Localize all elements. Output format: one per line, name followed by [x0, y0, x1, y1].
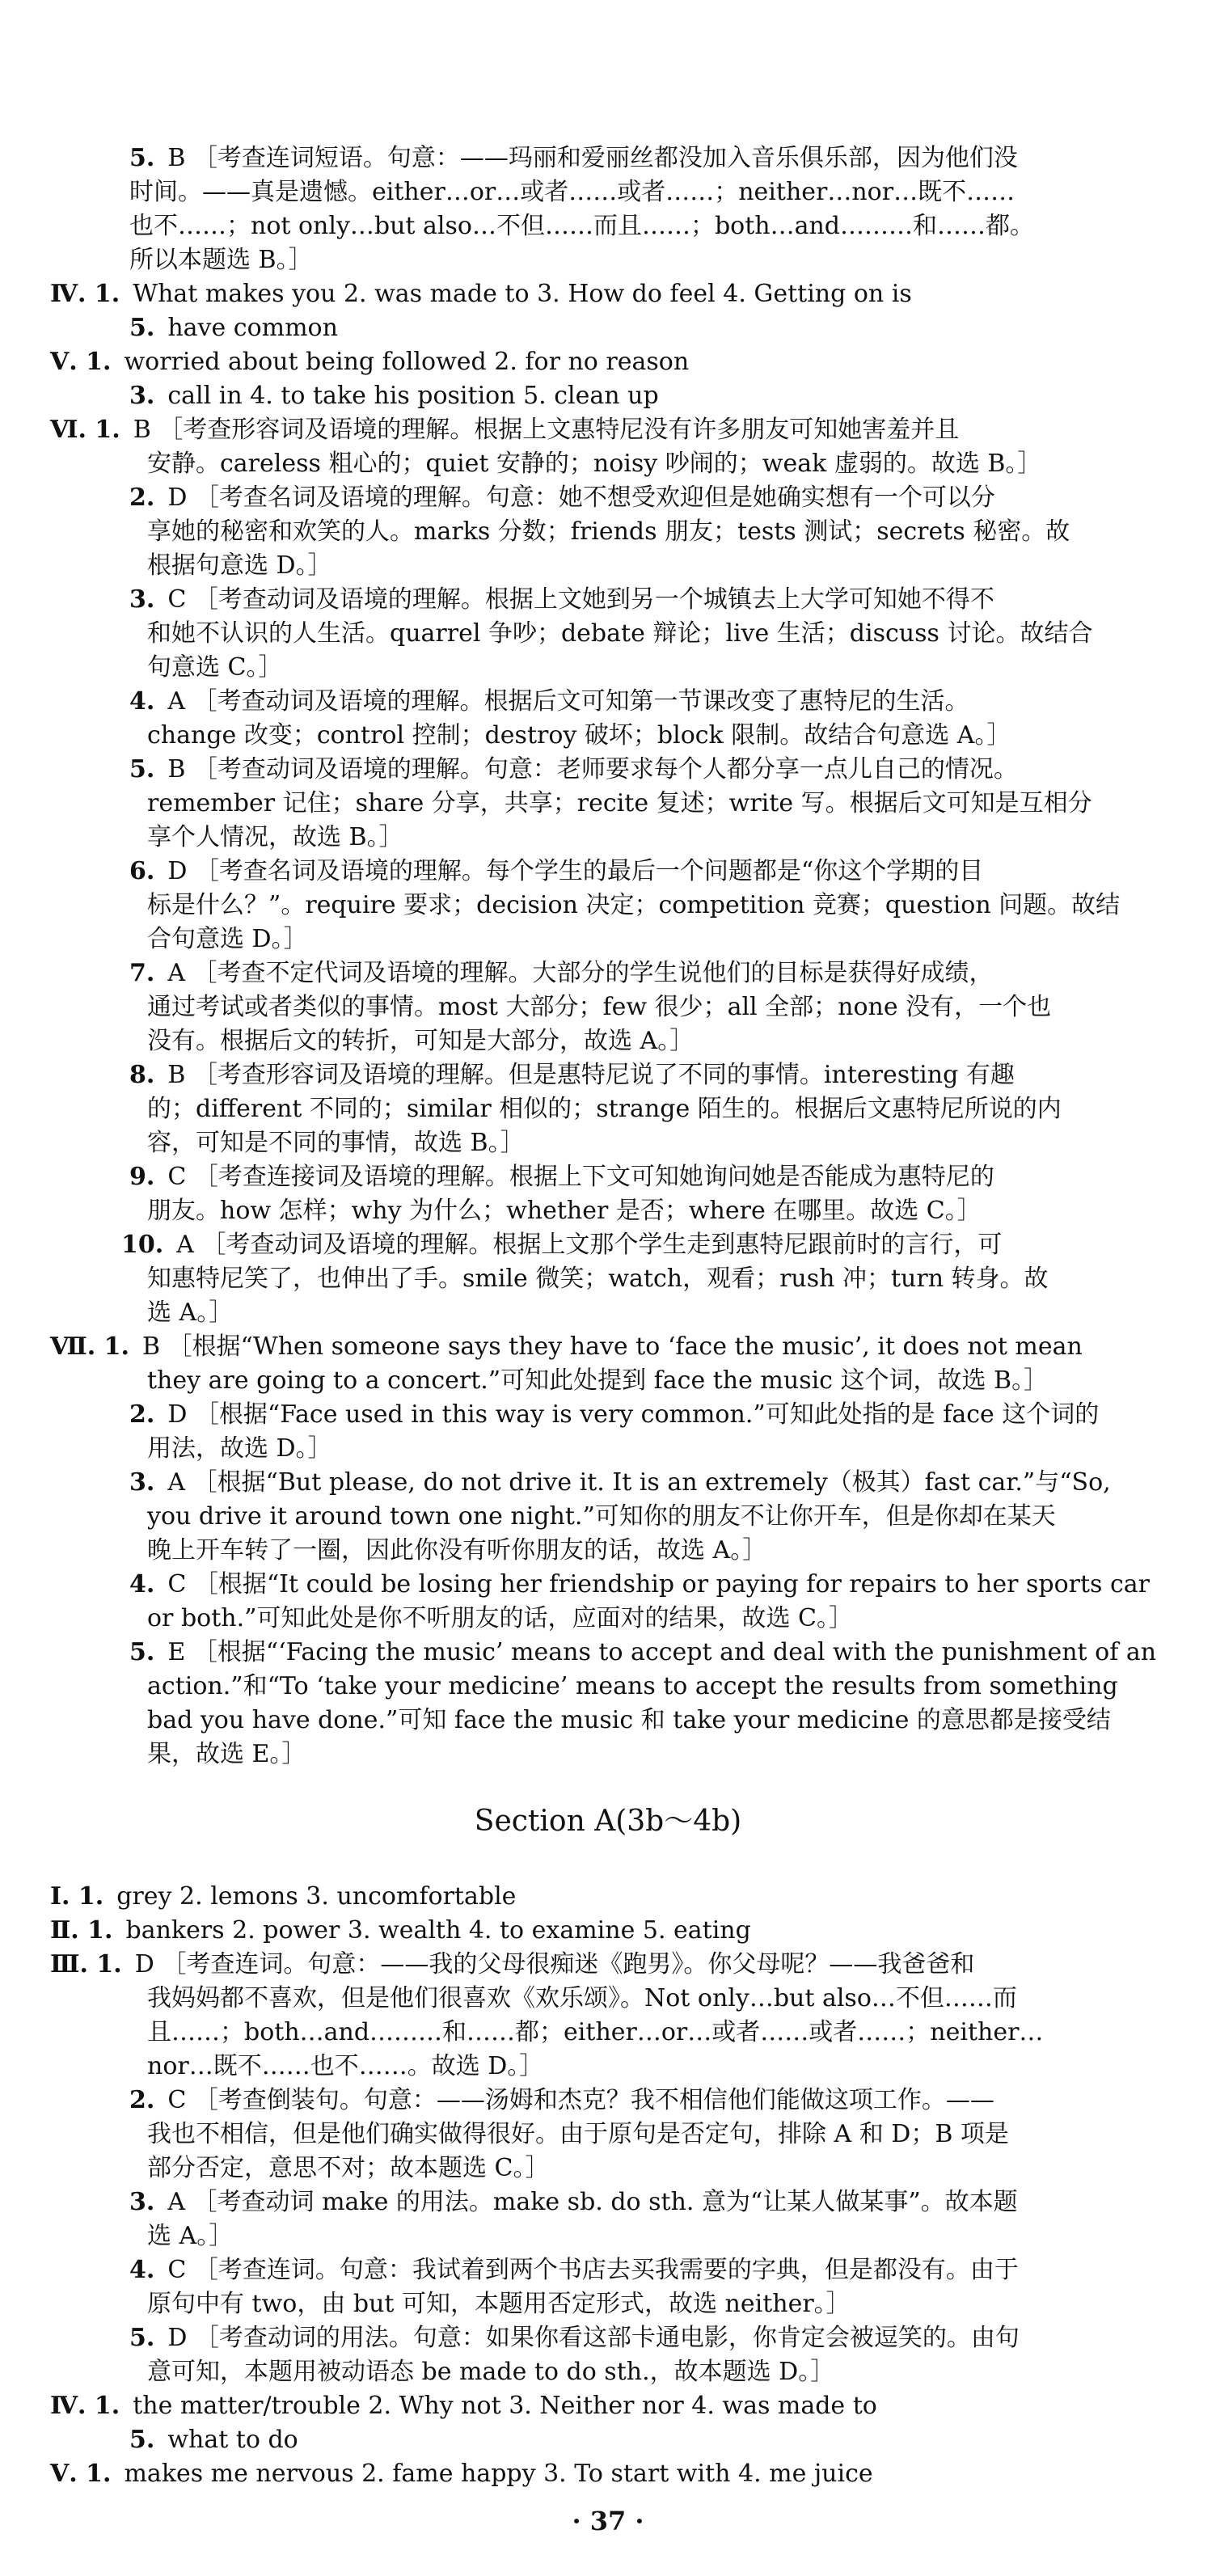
answer-text: C ［根据“It could be losing her friendship or paying for repairs to her sports car — [167, 1570, 1150, 1598]
answer-text: grey 2. lemons 3. uncomfortable — [116, 1882, 517, 1911]
answer-text: 且……；both…and………和……都；either…or…或者……或者……；neither… — [147, 2018, 1044, 2046]
item-number: 9. — [129, 1163, 155, 1191]
answer-line — [0, 312, 1216, 344]
item-number: 5. — [129, 2324, 155, 2352]
answer-line — [0, 2118, 1216, 2151]
answer-line — [0, 1603, 1216, 1635]
answer-line — [0, 855, 1216, 888]
item-number: 4. — [129, 2256, 155, 2284]
answer-line — [0, 2254, 1216, 2287]
item-number: 4. — [129, 1570, 155, 1598]
answer-text: C ［考查连接词及语境的理解。根据上下文可知她询问她是否能成为惠特尼的 — [167, 1163, 994, 1191]
item-number: Ⅴ. 1. — [50, 348, 112, 376]
answer-text: E ［根据“‘Facing the music’ means to accept and deal with the punishment of an — [167, 1638, 1157, 1666]
answer-line — [0, 2152, 1216, 2185]
answer-line — [0, 1467, 1216, 1499]
item-number: Ⅲ. 1. — [50, 1950, 122, 1978]
answer-line — [0, 788, 1216, 820]
item-number: 3. — [129, 1468, 155, 1497]
answer-text: have common — [167, 314, 338, 342]
answer-text: the matter/trouble 2. Why not 3. Neither nor 4. was made to — [133, 2392, 877, 2420]
answer-line — [0, 2220, 1216, 2253]
answer-line — [0, 2322, 1216, 2354]
answer-text: 知惠特尼笑了，也伸出了手。smile 微笑；watch，观看；rush 冲；turn 转身。故 — [147, 1265, 1049, 1293]
item-number: 5. — [129, 314, 155, 342]
answer-line — [0, 1093, 1216, 1125]
answer-text: 合句意选 D。］ — [147, 925, 308, 953]
answer-text: nor…既不……也不……。故选 D。］ — [147, 2052, 544, 2080]
answer-line — [0, 244, 1216, 277]
item-number: 5. — [129, 1638, 155, 1666]
answer-text: call in 4. to take his position 5. clean up — [167, 382, 659, 410]
answer-line — [0, 210, 1216, 243]
item-number: Ⅱ. 1. — [50, 1916, 113, 1945]
answer-line — [0, 1059, 1216, 1092]
answer-line — [0, 2458, 1216, 2490]
answer-text: 通过考试或者类似的事情。most 大部分；few 很少；all 全部；none 没有，一个也 — [147, 993, 1052, 1021]
answer-text: 句意选 C。］ — [147, 653, 283, 682]
answer-text: 也不……；not only…but also…不但……而且……；both…and………和……都。 — [129, 212, 1035, 240]
answer-line — [0, 482, 1216, 514]
answer-line — [0, 278, 1216, 310]
answer-line — [0, 1535, 1216, 1567]
answer-text: B ［考查形容词及语境的理解。但是惠特尼说了不同的事情。interesting 有趣 — [167, 1061, 1015, 1089]
item-number: 5. — [129, 2426, 155, 2454]
answer-text: C ［考查连词。句意：我试着到两个书店去买我需要的字典，但是都没有。由于 — [167, 2256, 1019, 2284]
item-number: Ⅳ. 1. — [50, 280, 120, 308]
answer-text: bad you have done.”可知 face the music 和 take your medicine 的意思都是接受结 — [147, 1706, 1111, 1734]
answer-text: B ［考查动词及语境的理解。句意：老师要求每个人都分享一点儿自己的情况。 — [167, 755, 1018, 783]
answer-text: A ［考查动词 make 的用法。make sb. do sth. 意为“让某人做某事”。故本题 — [167, 2188, 1018, 2216]
answer-text: they are going to a concert.”可知此处提到 face the music 这个词，故选 B。］ — [147, 1366, 1049, 1395]
answer-line — [0, 550, 1216, 582]
answer-line — [0, 1229, 1216, 1261]
answer-text: B ［考查连词短语。句意：——玛丽和爱丽丝都没加入音乐俱乐部，因为他们没 — [167, 144, 1018, 172]
answer-line — [0, 414, 1216, 446]
answer-text: 意可知，本题用被动语态 be made to do sth.，故本题选 D。］ — [147, 2358, 835, 2386]
answer-line — [0, 1881, 1216, 1913]
answer-text: 原句中有 two，由 but 可知，本题用否定形式，故选 neither。］ — [147, 2290, 851, 2318]
section-title: Section A(3b～4b) — [474, 1805, 742, 1838]
answer-line — [0, 2390, 1216, 2422]
item-number: Ⅴ. 1. — [50, 2460, 112, 2488]
answer-text: action.”和“To ‘take your medicine’ means to accept the results from something — [147, 1672, 1118, 1700]
answer-line — [0, 2186, 1216, 2219]
answer-line — [0, 1161, 1216, 1193]
answer-line — [0, 720, 1216, 752]
answer-line — [0, 584, 1216, 616]
item-number: 2. — [129, 1400, 155, 1429]
answer-line — [0, 516, 1216, 548]
answer-line — [0, 1331, 1216, 1363]
answer-line — [0, 346, 1216, 378]
answer-line — [0, 2288, 1216, 2321]
answer-text: D ［根据“Face used in this way is very common.”可知此处指的是 face 这个词的 — [167, 1400, 1100, 1429]
answer-line — [0, 2016, 1216, 2049]
answer-text: B ［考查形容词及语境的理解。根据上文惠特尼没有许多朋友可知她害羞并且 — [133, 416, 960, 444]
answer-text: 时间。——真是遗憾。either…or…或者……或者……；neither…nor…既不…… — [129, 178, 1015, 206]
answer-text: C ［考查倒装句。句意：——汤姆和杰克？我不相信他们能做这项工作。—— — [167, 2086, 994, 2114]
answer-line — [0, 1670, 1216, 1703]
answer-text: 晚上开车转了一圈，因此你没有听你朋友的话，故选 A。］ — [147, 1536, 767, 1565]
answer-text: change 改变；control 控制；destroy 破坏；block 限制。故结合句意选 A。］ — [147, 721, 1011, 750]
answer-text: What makes you 2. was made to 3. How do feel 4. Getting on is — [133, 280, 912, 308]
answer-line — [0, 754, 1216, 786]
answer-line — [0, 2050, 1216, 2083]
answer-text: you drive it around town one night.”可知你的朋友不让你开车，但是你却在某天 — [147, 1502, 1056, 1531]
answer-text: makes me nervous 2. fame happy 3. To start with 4. me juice — [124, 2460, 873, 2488]
answer-text: C ［考查动词及语境的理解。根据上文她到另一个城镇去上大学可知她不得不 — [167, 585, 994, 614]
item-number: 3. — [129, 585, 155, 614]
answer-text: 选 A。］ — [147, 1299, 234, 1327]
answer-text: A ［考查不定代词及语境的理解。大部分的学生说他们的目标是获得好成绩， — [167, 959, 994, 987]
item-number: 7. — [129, 959, 155, 987]
answer-line — [0, 142, 1216, 175]
answer-text: D ［考查动词的用法。句意：如果你看这部卡通电影，你肯定会被逗笑的。由句 — [167, 2324, 1020, 2352]
answer-line — [0, 1738, 1216, 1771]
answer-line — [0, 448, 1216, 480]
answer-text: or both.”可知此处是你不听朋友的话，应面对的结果，故选 C。］ — [147, 1604, 853, 1632]
answer-text: 我妈妈都不喜欢，但是他们很喜欢《欢乐颂》。Not only…but also…不但……而 — [147, 1984, 1017, 2012]
answer-line — [0, 1704, 1216, 1737]
answer-text: 安静。careless 粗心的；quiet 安静的；noisy 吵闹的；weak 虚弱的。故选 B。］ — [147, 450, 1042, 478]
answer-line — [0, 1915, 1216, 1947]
answer-text: 容，可知是不同的事情，故选 B。］ — [147, 1129, 525, 1157]
item-number: 5. — [129, 755, 155, 783]
item-number: Ⅳ. 1. — [50, 2392, 120, 2420]
answer-line — [0, 1501, 1216, 1533]
answer-line — [0, 923, 1216, 956]
answer-line — [0, 1263, 1216, 1295]
answer-text: 享个人情况，故选 B。］ — [147, 823, 403, 851]
answer-text: 我也不相信，但是他们确实做得很好。由于原句是否定句，排除 A 和 D；B 项是 — [147, 2120, 1009, 2148]
answer-line — [0, 2356, 1216, 2388]
answer-line — [0, 1983, 1216, 2015]
answer-line — [0, 1949, 1216, 1981]
item-number: 6. — [129, 857, 155, 885]
answer-line — [0, 889, 1216, 922]
answer-text: D ［考查名词及语境的理解。每个学生的最后一个问题都是“你这个学期的目 — [167, 857, 984, 885]
page-number: · 37 · — [572, 2506, 644, 2536]
answer-line — [0, 1433, 1216, 1465]
item-number: 3. — [129, 2188, 155, 2216]
item-number: Ⅰ. 1. — [50, 1882, 104, 1911]
answer-text: 朋友。how 怎样；why 为什么；whether 是否；where 在哪里。故选 C。］ — [147, 1197, 982, 1225]
answer-text: 的；different 不同的；similar 相似的；strange 陌生的。根据后文惠特尼所说的内 — [147, 1095, 1062, 1123]
answer-line — [0, 652, 1216, 684]
answer-text: A ［考查动词及语境的理解。根据上文那个学生走到惠特尼跟前时的言行，可 — [176, 1231, 1003, 1259]
answer-line — [0, 1399, 1216, 1431]
answer-text: 所以本题选 B。］ — [129, 246, 313, 274]
answer-text: 部分否定，意思不对；故本题选 C。］ — [147, 2154, 550, 2182]
answer-line — [0, 176, 1216, 209]
item-number: 10. — [121, 1231, 164, 1259]
item-number: 2. — [129, 484, 155, 512]
answer-text: A ［考查动词及语境的理解。根据后文可知第一节课改变了惠特尼的生活。 — [167, 687, 969, 716]
answer-text: 选 A。］ — [147, 2222, 234, 2250]
answer-line — [0, 1127, 1216, 1159]
answer-text: 果，故选 E。］ — [147, 1740, 306, 1768]
item-number: 3. — [129, 382, 155, 410]
answer-text: A ［根据“But please, do not drive it. It is an extremely（极其）fast car.”与“So, — [167, 1468, 1111, 1497]
answer-line — [0, 1025, 1216, 1058]
answer-line — [0, 1569, 1216, 1601]
answer-line — [0, 380, 1216, 412]
item-number: 2. — [129, 2086, 155, 2114]
item-number: 5. — [129, 144, 155, 172]
answer-line — [0, 991, 1216, 1024]
answer-text: bankers 2. power 3. wealth 4. to examine 5. eating — [125, 1916, 751, 1945]
answer-line — [0, 821, 1216, 854]
answer-text: D ［考查连词。句意：——我的父母很痴迷《跑男》。你父母呢？——我爸爸和 — [134, 1950, 975, 1978]
item-number: Ⅵ. 1. — [50, 416, 120, 444]
answer-text: 享她的秘密和欢笑的人。marks 分数；friends 朋友；tests 测试；secrets 秘密。故 — [147, 517, 1070, 546]
answer-text: 和她不认识的人生活。quarrel 争吵；debate 辩论；live 生活；discuss 讨论。故结合 — [147, 619, 1093, 648]
answer-line — [0, 1297, 1216, 1329]
answer-line — [0, 957, 1216, 990]
answer-text: remember 记住；share 分享，共享；recite 复述；write 写。根据后文可知是互相分 — [147, 789, 1092, 817]
answer-text: what to do — [167, 2426, 298, 2454]
item-number: 4. — [129, 687, 155, 716]
answer-line — [0, 1365, 1216, 1397]
answer-line — [0, 618, 1216, 650]
answer-line — [0, 686, 1216, 718]
item-number: 8. — [129, 1061, 155, 1089]
answer-text: 用法，故选 D。］ — [147, 1434, 332, 1463]
answer-text: 根据句意选 D。］ — [147, 551, 332, 580]
answer-line — [0, 2424, 1216, 2456]
answer-text: D ［考查名词及语境的理解。句意：她不想受欢迎但是她确实想有一个可以分 — [167, 484, 995, 512]
answer-line — [0, 1636, 1216, 1669]
answer-text: worried about being followed 2. for no reason — [124, 348, 690, 376]
item-number: Ⅶ. 1. — [50, 1332, 129, 1361]
answer-text: B ［根据“When someone says they have to ‘face the music’, it does not mean — [141, 1332, 1083, 1361]
answer-text: 标是什么？”。require 要求；decision 决定；competition 竞赛；question 问题。故结 — [147, 891, 1121, 919]
answer-line — [0, 2084, 1216, 2117]
answer-line — [0, 1195, 1216, 1227]
answer-text: 没有。根据后文的转折，可知是大部分，故选 A。］ — [147, 1027, 695, 1055]
